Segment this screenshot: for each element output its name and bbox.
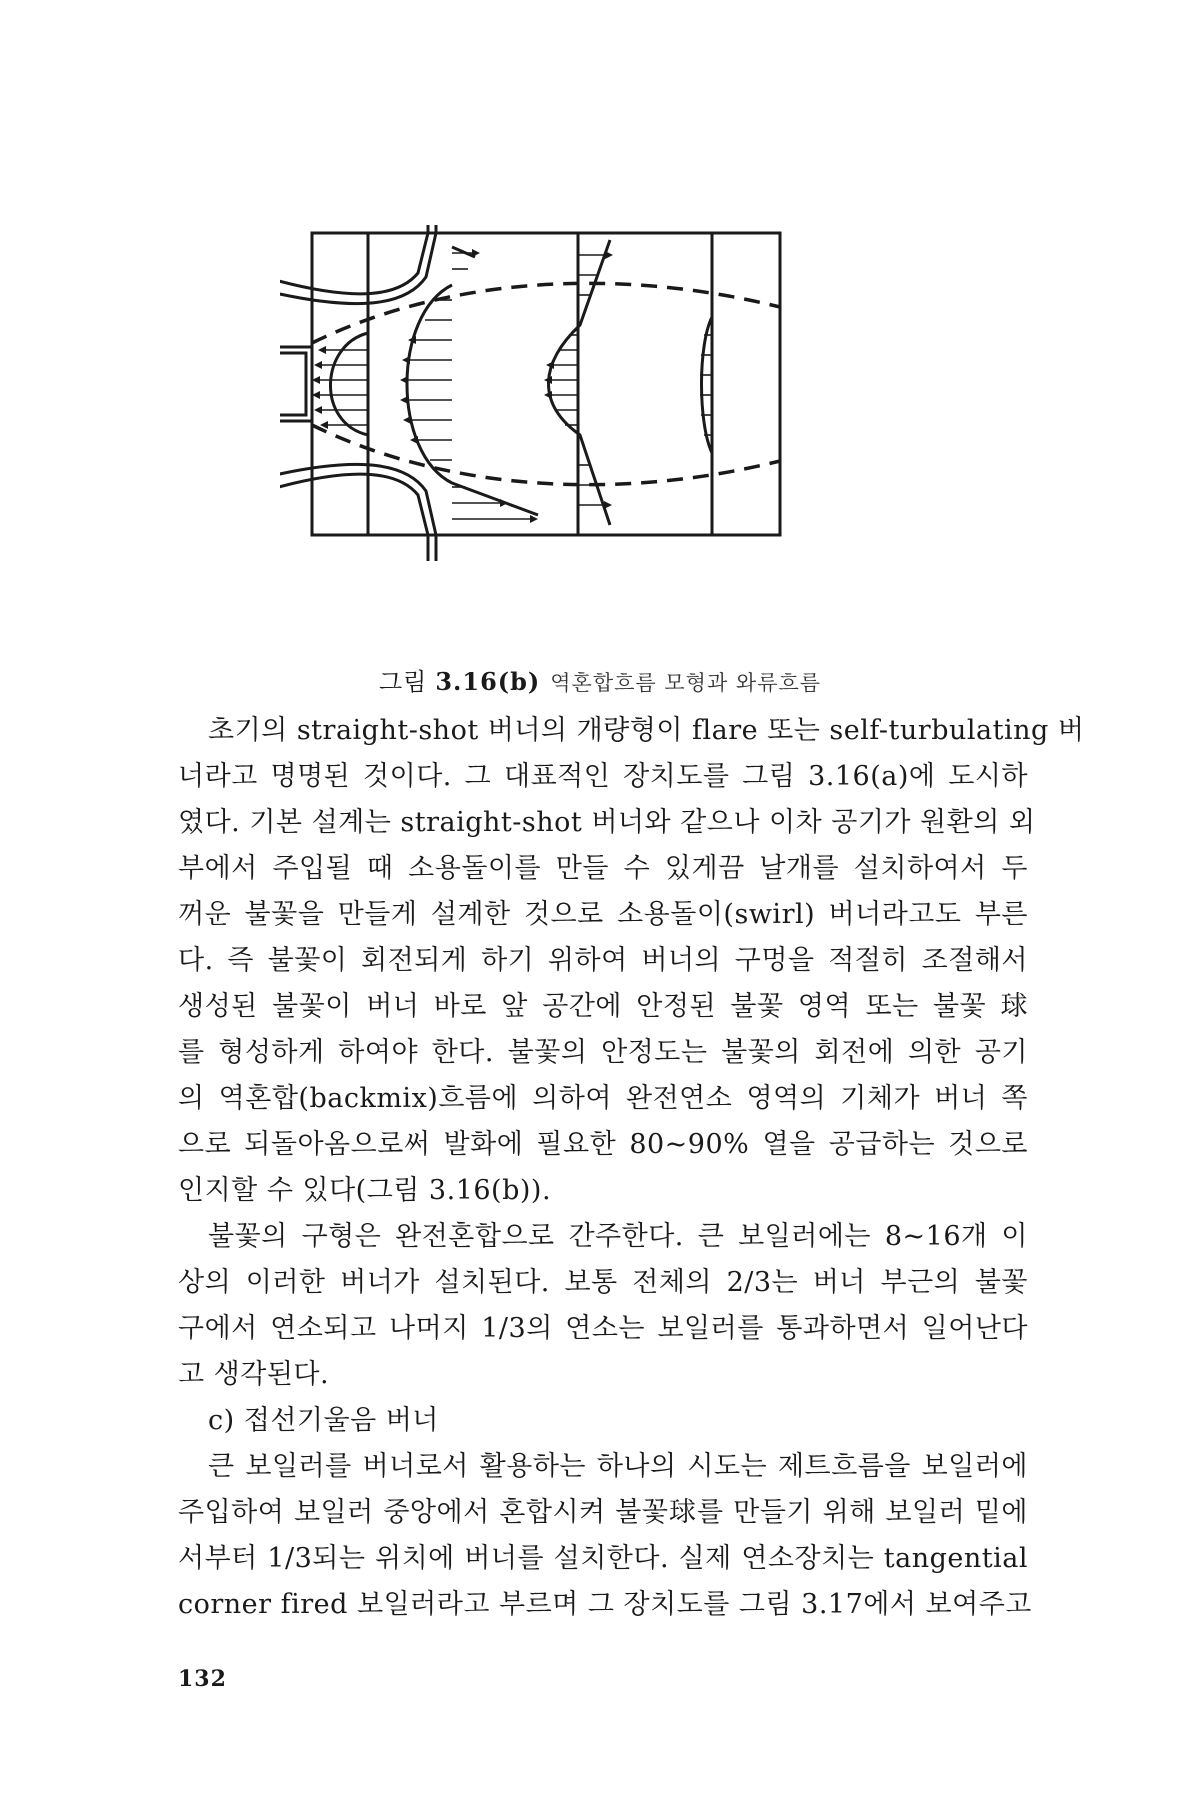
text-line: 초기의 straight-shot 버너의 개량형이 flare 또는 self-turbulating 버 (208, 715, 1085, 746)
arrowheads (312, 249, 613, 523)
text-line: 부에서 주입될 때 소용돌이를 만들 수 있게끔 날개를 설치하여서 두 (178, 853, 1028, 884)
text-line: corner fired 보일러라고 부르며 그 장치도를 그림 3.17에서 보여주고 (178, 1589, 1032, 1620)
figure-backmix-flow (280, 225, 920, 655)
caption-number: 3.16(b) (435, 667, 541, 696)
text-line: 다. 즉 불꽃이 회전되게 하기 위하여 버너의 구멍을 적절히 조절해서 (178, 945, 1028, 976)
burner-nozzle (280, 225, 436, 561)
text-line: 너라고 명명된 것이다. 그 대표적인 장치도를 그림 3.16(a)에 도시하 (178, 761, 1028, 792)
text-line: 고 생각된다. (178, 1359, 330, 1390)
recirculation-boundary (312, 283, 780, 484)
text-line: 큰 보일러를 버너로서 활용하는 하나의 시도는 제트흐름을 보일러에 (208, 1451, 1028, 1482)
section-heading: c) 접선기울음 버너 (208, 1405, 439, 1436)
text-line: 서부터 1/3되는 위치에 버너를 설치한다. 실제 연소장치는 tangential (178, 1543, 1028, 1574)
page-number: 132 (178, 1666, 227, 1692)
figure-caption (0, 662, 1200, 697)
text-line: 를 형성하게 하여야 한다. 불꽃의 안정도는 불꽃의 회전에 의한 공기 (178, 1037, 1028, 1068)
text-line: 의 역혼합(backmix)흐름에 의하여 완전연소 영역의 기체가 버너 쪽 (178, 1083, 1028, 1114)
text-line: 주입하여 보일러 중앙에서 혼합시켜 불꽃球를 만들기 위해 보일러 밑에 (178, 1497, 1028, 1528)
text-line: 인지할 수 있다(그림 3.16(b)). (178, 1175, 552, 1206)
text-line: 불꽃의 구형은 완전혼합으로 간주한다. 큰 보일러에는 8~16개 이 (208, 1221, 1028, 1252)
text-line: 상의 이러한 버너가 설치된다. 보통 전체의 2/3는 버너 부근의 불꽃 (178, 1267, 1028, 1298)
body-text (178, 708, 1085, 1628)
figure-diagram (280, 225, 920, 655)
caption-prefix: 그림 (378, 668, 428, 696)
caption-text: 역혼합흐름 모형과 와류흐름 (550, 671, 822, 695)
text-line: 으로 되돌아옴으로써 발화에 필요한 80~90% 열을 공급하는 것으로 (178, 1129, 1028, 1160)
text-line: 생성된 불꽃이 버너 바로 앞 공간에 안정된 불꽃 영역 또는 불꽃 球 (178, 991, 1028, 1022)
chamber-outline (312, 233, 780, 535)
text-line: 꺼운 불꽃을 만들게 설계한 것으로 소용돌이(swirl) 버너라고도 부른 (178, 899, 1028, 930)
text-line: 구에서 연소되고 나머지 1/3의 연소는 보일러를 통과하면서 일어난다 (178, 1313, 1028, 1344)
text-line: 였다. 기본 설계는 straight-shot 버너와 같으나 이차 공기가 원환의 외 (178, 807, 1036, 838)
